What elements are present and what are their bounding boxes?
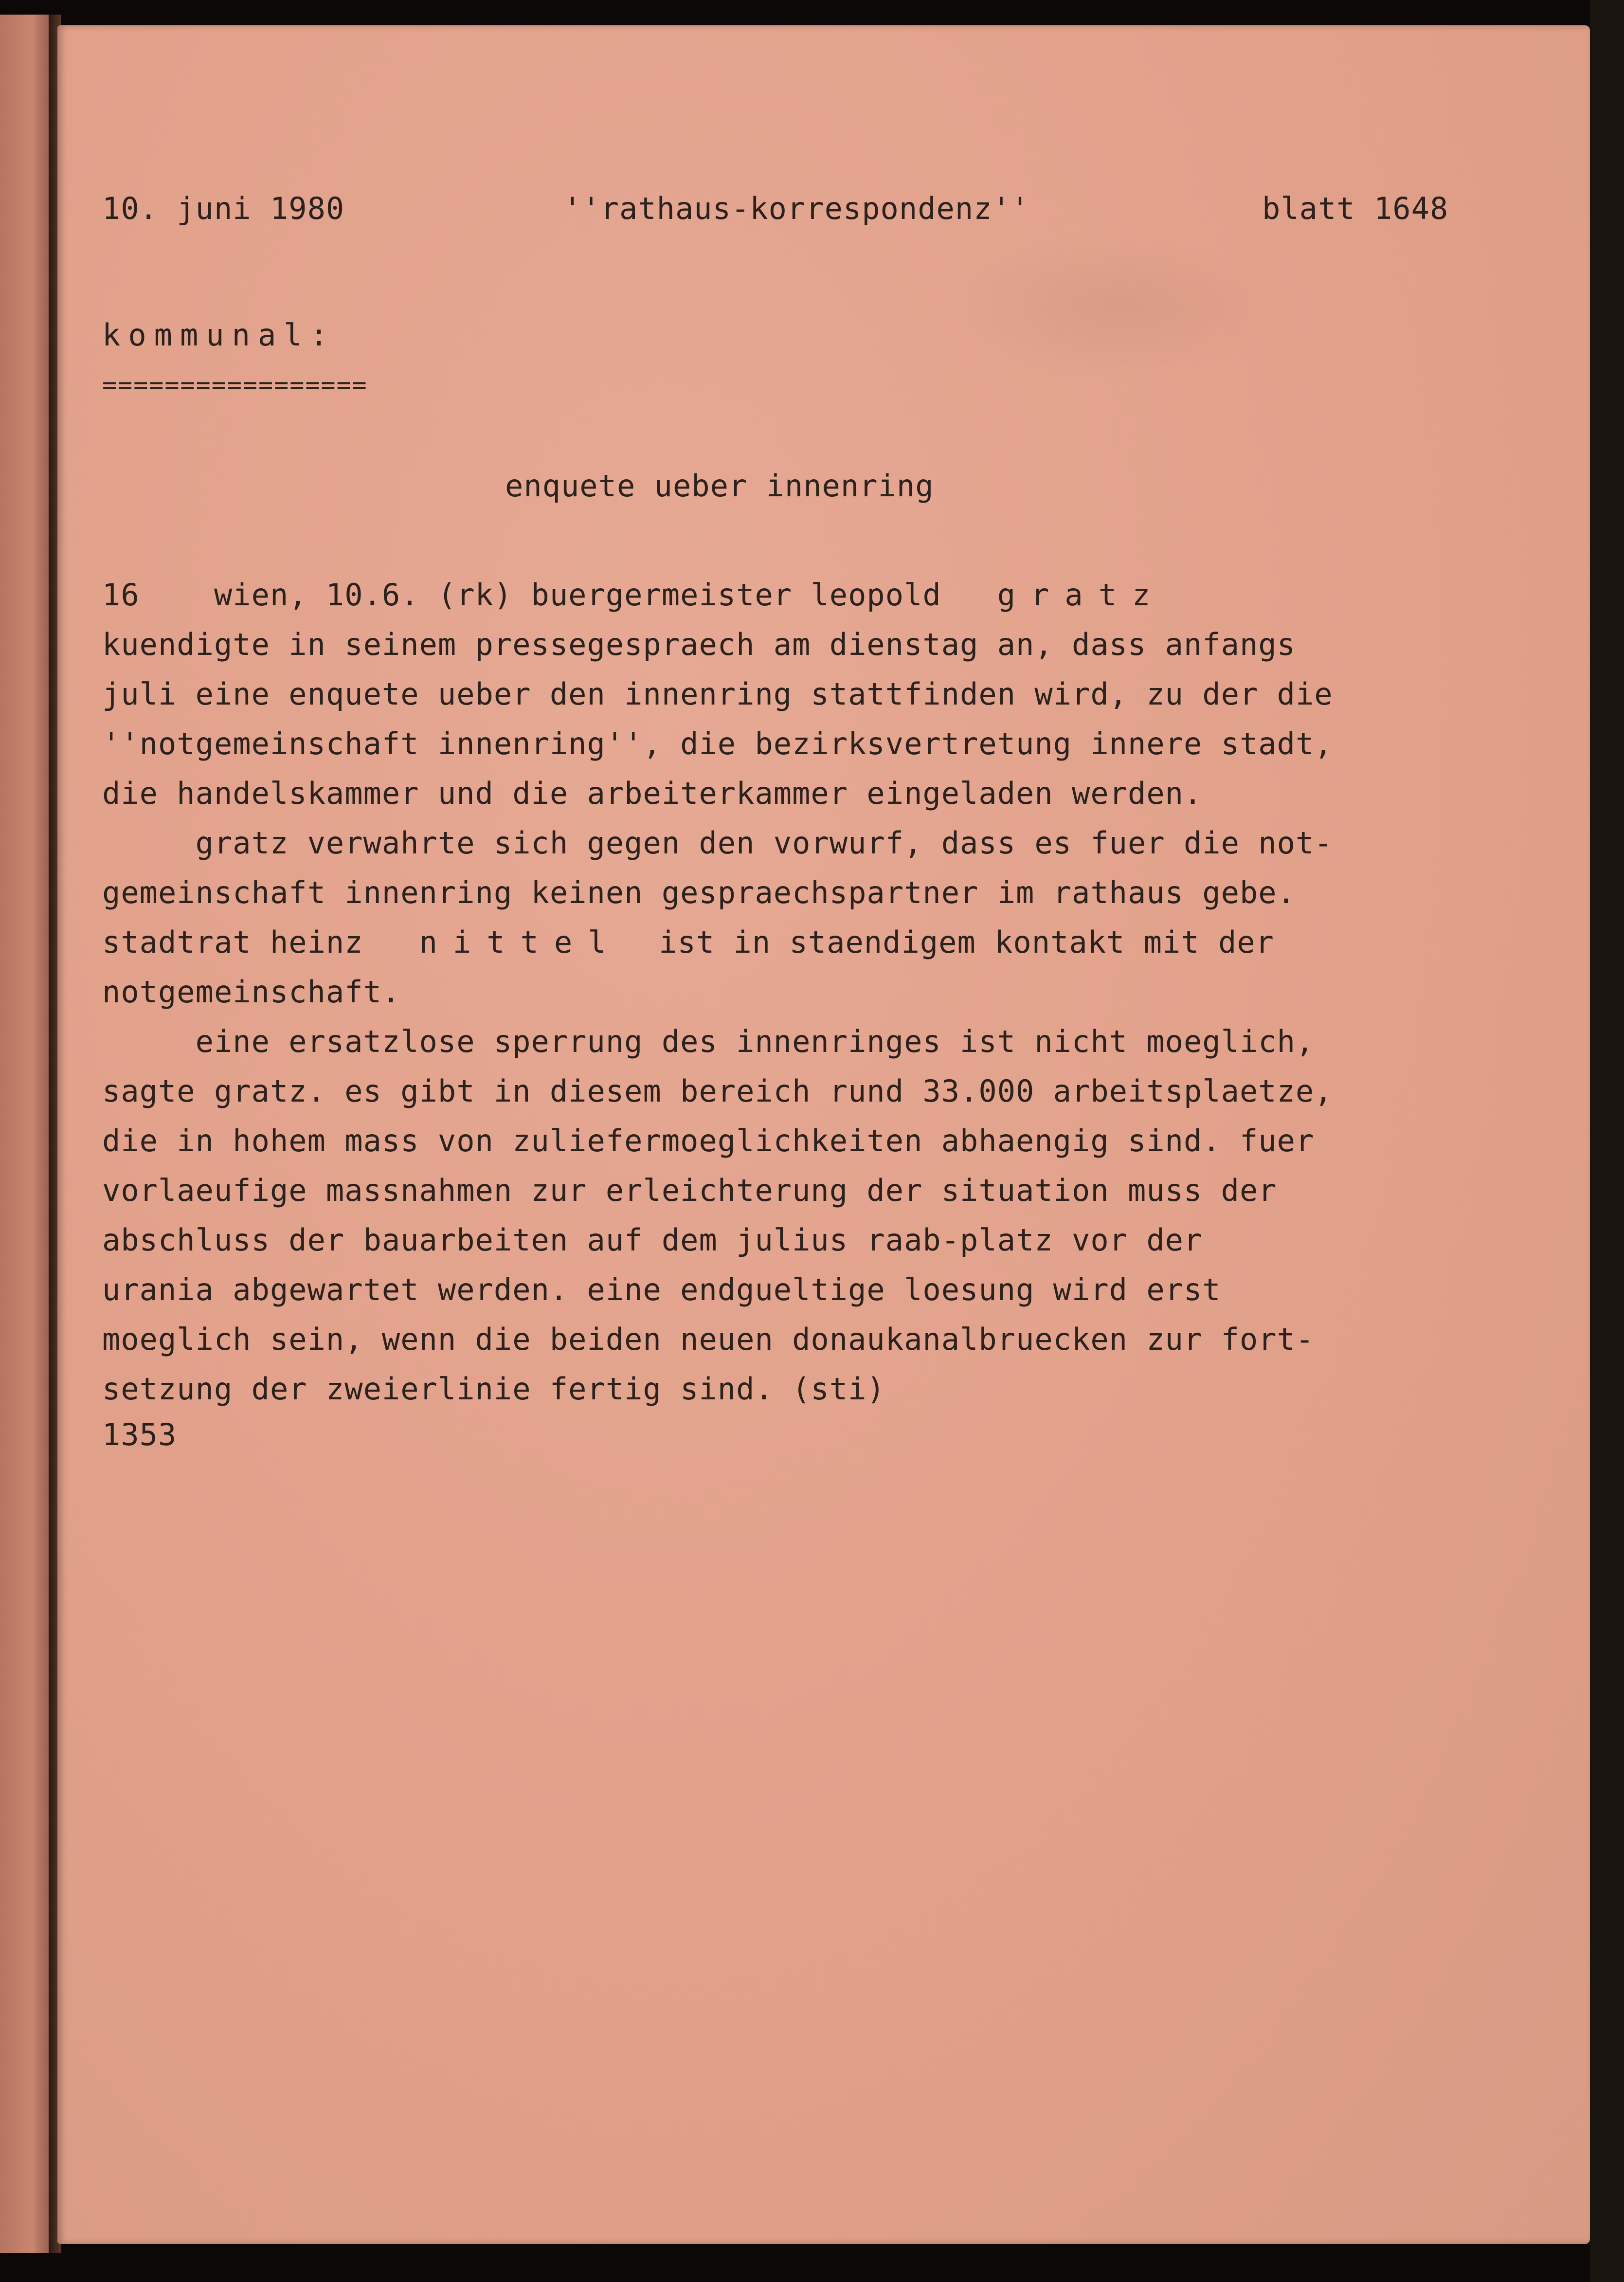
article-line: juli eine enquete ueber den innenring stattfinden wird, zu der die bbox=[102, 676, 1333, 712]
article-number: 16 bbox=[102, 577, 140, 613]
article-headline: enquete ueber innenring bbox=[505, 468, 934, 504]
paper-smudge bbox=[949, 234, 1289, 380]
scan-border bbox=[1590, 0, 1624, 2282]
section-label: kommunal: bbox=[102, 317, 336, 353]
facing-page-edge bbox=[0, 15, 54, 2253]
header-publication: ''rathaus-korrespondenz'' bbox=[563, 191, 1030, 226]
article-line: ''notgemeinschaft innenring'', die bezirksvertretung innere stadt, bbox=[102, 726, 1333, 761]
article-line: 16 wien, 10.6. (rk) buergermeister leopold gratz bbox=[102, 577, 1166, 613]
article-line: gemeinschaft innenring keinen gespraechspartner im rathaus gebe. bbox=[102, 875, 1296, 910]
article-line: urania abgewartet werden. eine endgueltige loesung wird erst bbox=[102, 1272, 1221, 1307]
header-date: 10. juni 1980 bbox=[102, 191, 345, 226]
header-sheet-number: blatt 1648 bbox=[1262, 191, 1449, 226]
article-line: kuendigte in seinem pressegespraech am dienstag an, dass anfangs bbox=[102, 627, 1296, 662]
name-nittel-spaced: nittel bbox=[419, 924, 622, 960]
article-line: sagte gratz. es gibt in diesem bereich rund 33.000 arbeitsplaetze, bbox=[102, 1073, 1333, 1109]
article-body bbox=[102, 570, 1542, 1414]
article-line: die in hohem mass von zuliefermoeglichkeiten abhaengig sind. fuer bbox=[102, 1123, 1315, 1159]
name-gratz-spaced: gratz bbox=[997, 577, 1166, 613]
section-underline: ================= bbox=[102, 371, 368, 399]
article-line: notgemeinschaft. bbox=[102, 974, 401, 1010]
article-line: abschluss der bauarbeiten auf dem julius raab-platz vor der bbox=[102, 1222, 1203, 1258]
article-line: moeglich sein, wenn die beiden neuen donaukanalbruecken zur fort- bbox=[102, 1322, 1315, 1357]
footer-number: 1353 bbox=[102, 1417, 177, 1452]
article-line: vorlaeufige massnahmen zur erleichterung der situation muss der bbox=[102, 1173, 1277, 1208]
article-line: setzung der zweierlinie fertig sind. (sti) bbox=[102, 1371, 885, 1407]
article-line: gratz verwahrte sich gegen den vorwurf, dass es fuer die not- bbox=[102, 825, 1333, 861]
article-line: eine ersatzlose sperrung des innenringes ist nicht moeglich, bbox=[102, 1024, 1315, 1059]
article-line: die handelskammer und die arbeiterkammer eingeladen werden. bbox=[102, 776, 1203, 811]
article-line: stadtrat heinz nittel ist in staendigem kontakt mit der bbox=[102, 924, 1274, 960]
